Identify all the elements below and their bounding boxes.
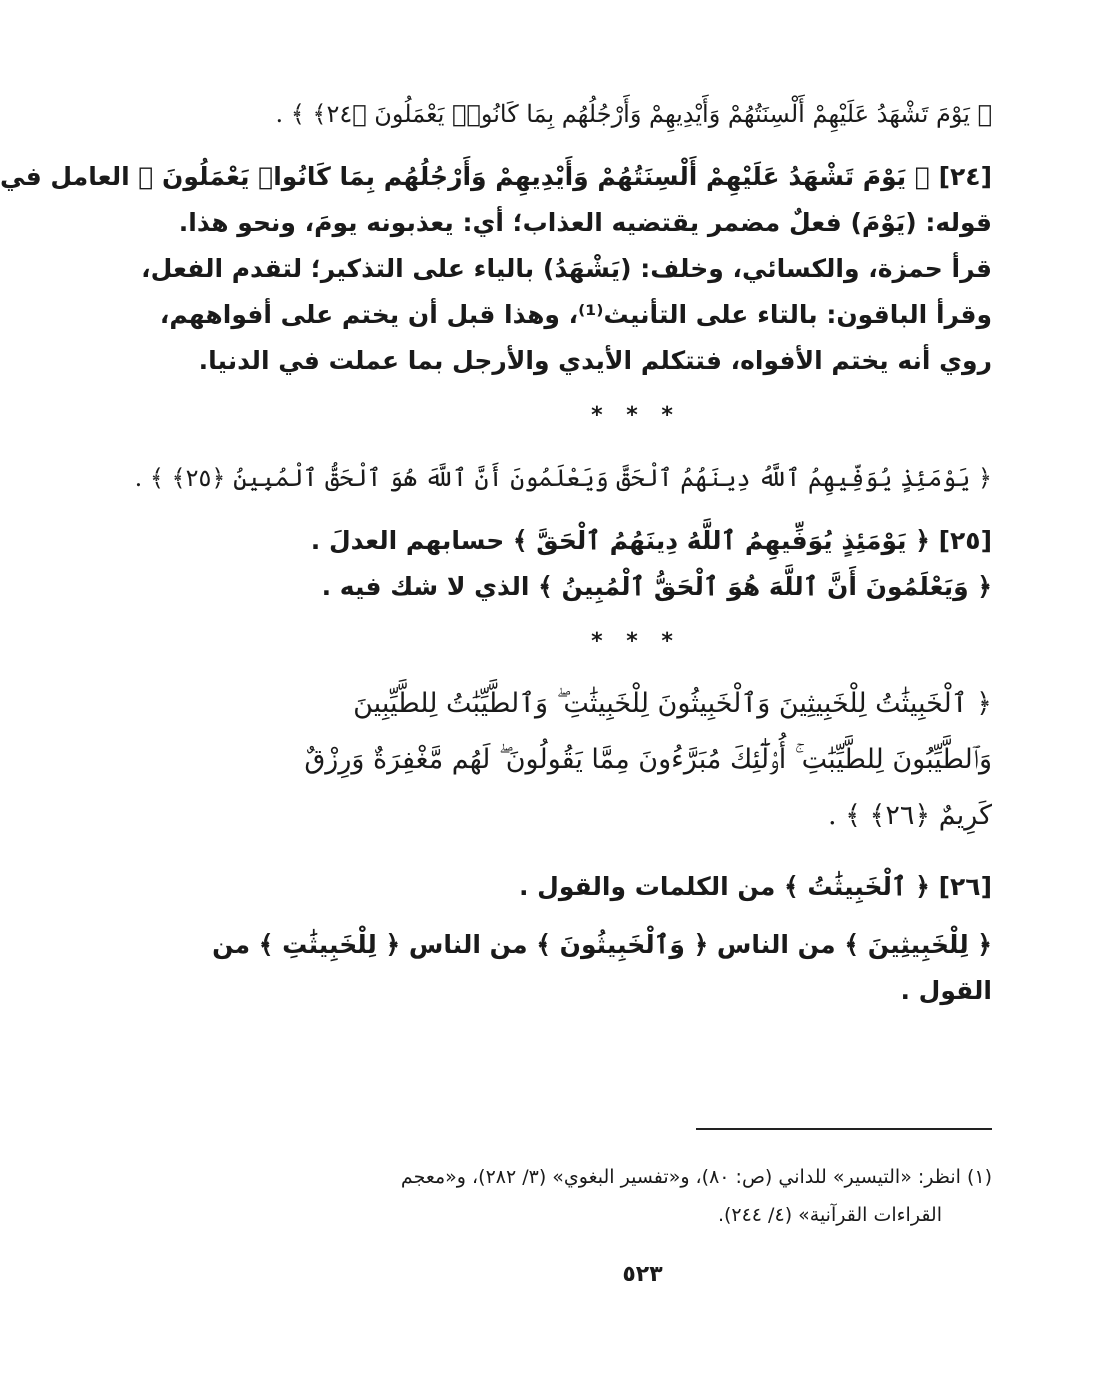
- page-number: ٥٢٣: [622, 1262, 663, 1287]
- footnote: [280, 1158, 992, 1234]
- commentary-line: [٢٥] ﴿ يَوْمَئِذٍ يُوَفِّيهِمُ ٱللَّهُ دِينَهُمُ ٱلْحَقَّ ﴾ حسابهم العدلَ .: [310, 526, 992, 555]
- commentary-line: قوله: (يَوْمَ) فعلٌ مضمر يقتضيه العذاب؛ أي: يعذبونه يومَ، ونحو هذا.: [178, 208, 992, 237]
- commentary-line: القول .: [900, 976, 992, 1005]
- commentary-line: [٢٤] ﴿ يَوْمَ تَشْهَدُ عَلَيْهِمْ أَلْسِنَتُهُمْ وَأَيْدِيهِمْ وَأَرْجُلُهُم بِمَا كَانُوا۟ يَعْمَلُونَ ﴾ العامل في: [0, 162, 992, 191]
- verse-line: ﴿ ٱلْخَبِيثَٰتُ لِلْخَبِيثِينَ وَٱلْخَبِيثُونَ لِلْخَبِيثَٰتِ ۖ وَٱلطَّيِّبَٰتُ لِلطَّيِّبِينَ: [353, 688, 992, 719]
- verse-26: [280, 676, 992, 844]
- commentary-line: ﴿ وَيَعْلَمُونَ أَنَّ ٱللَّهَ هُوَ ٱلْحَقُّ ٱلْمُبِينُ ﴾ الذي لا شك فيه .: [321, 572, 992, 601]
- verse-line: كَرِيمٌ ﴿٢٦﴾ ﴾ .: [827, 800, 992, 831]
- commentary-line: قرأ حمزة، والكسائي، وخلف: (يَشْهَدُ) بالياء على التذكير؛ لتقدم الفعل،: [141, 254, 992, 283]
- commentary-24: [0, 154, 992, 384]
- commentary-26: [212, 864, 992, 1014]
- verse-line: وَٱلطَّيِّبُونَ لِلطَّيِّبَٰتِ ۚ أُو۟لَٰٓئِكَ مُبَرَّءُونَ مِمَّا يَقُولُونَ ۖ لَهُم مَّغْفِرَةٌ وَرِزْقٌ: [304, 744, 992, 775]
- commentary-line: وقرأ الباقون: بالتاء على التأنيث⁽¹⁾، وهذا قبل أن يختم على أفواههم،: [159, 300, 992, 329]
- section-separator: * * *: [591, 403, 681, 428]
- commentary-line: ﴿ لِلْخَبِيثِينَ ﴾ من الناس ﴿ وَٱلْخَبِيثُونَ ﴾ من الناس ﴿ لِلْخَبِيثَٰتِ ﴾ من: [212, 930, 992, 959]
- section-separator: * * *: [591, 629, 681, 654]
- commentary-line: [٢٦] ﴿ ٱلْخَبِيثَٰتُ ﴾ من الكلمات والقول .: [518, 872, 992, 901]
- footnote-line: (١) انظر: «التيسير» للداني (ص: ٨٠)، و«تفسير البغوي» (٣/ ٢٨٢)، و«معجم: [400, 1166, 992, 1188]
- footnote-line: القراءات القرآنية» (٤/ ٢٤٤).: [717, 1204, 942, 1226]
- footnote-divider: [696, 1128, 992, 1130]
- commentary-line: روي أنه يختم الأفواه، فتتكلم الأيدي والأرجل بما عملت في الدنيا.: [198, 346, 992, 375]
- commentary-25: [280, 518, 992, 610]
- verse-25: ﴿ يَوْمَئِذٍ يُوَفِّيهِمُ ٱللَّهُ دِينَهُمُ ٱلْحَقَّ وَيَعْلَمُونَ أَنَّ ٱللَّهَ هُوَ ٱلْحَقُّ ٱلْمُبِينُ ﴿٢٥﴾ ﴾ .: [134, 464, 992, 492]
- verse-24: ﴿ يَوْمَ تَشْهَدُ عَلَيْهِمْ أَلْسِنَتُهُمْ وَأَيْدِيهِمْ وَأَرْجُلُهُم بِمَا كَانُوا۟ يَعْمَلُونَ ﴿٢٤﴾ ﴾ .: [275, 100, 992, 128]
- page-body: [0, 86, 992, 1014]
